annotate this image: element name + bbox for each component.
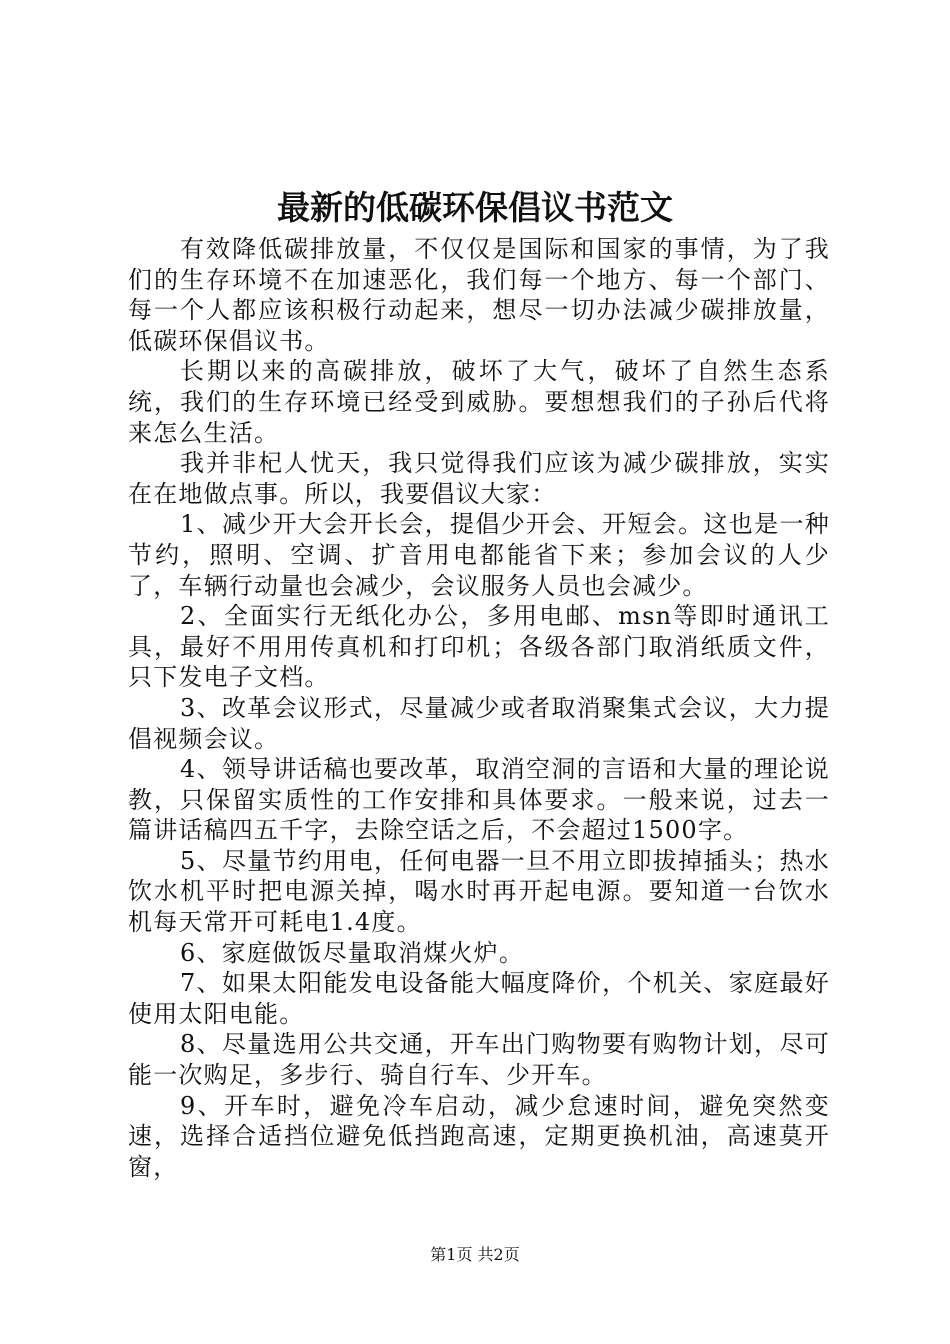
document-title: 最新的低碳环保倡议书范文: [277, 188, 673, 227]
paragraph: 长期以来的高碳排放，破坏了大气，破坏了自然生态系统，我们的生存环境已经受到威胁。要想想我们的子孙后代将来怎么生活。: [128, 357, 830, 447]
page-number: 第1页 共2页: [430, 1245, 520, 1264]
paragraph: 2、全面实行无纸化办公，多用电邮、msn等即时通讯工具，最好不用用传真机和打印机；各级各部门取消纸质文件，只下发电子文档。: [128, 602, 830, 692]
paragraph: 1、减少开大会开长会，提倡少开会、开短会。这也是一种节约，照明、空调、扩音用电都能省下来；参加会议的人少了，车辆行动量也会减少，会议服务人员也会减少。: [128, 510, 830, 600]
paragraph: 8、尽量选用公共交通，开车出门购物要有购物计划，尽可能一次购足，多步行、骑自行车、少开车。: [128, 1030, 830, 1090]
paragraph: 有效降低碳排放量，不仅仅是国际和国家的事情，为了我们的生存环境不在加速恶化，我们每一个地方、每一个部门、每一个人都应该积极行动起来，想尽一切办法减少碳排放量，低碳环保倡议书。: [128, 235, 830, 355]
paragraph: 3、改革会议形式，尽量减少或者取消聚集式会议，大力提倡视频会议。: [128, 693, 830, 753]
paragraph: 5、尽量节约用电，任何电器一旦不用立即拔掉插头；热水饮水机平时把电源关掉，喝水时再开起电源。要知道一台饮水机每天常开可耗电1.4度。: [128, 846, 830, 937]
paragraph: 7、如果太阳能发电设备能大幅度降价，个机关、家庭最好使用太阳电能。: [128, 969, 830, 1028]
document-body: [128, 234, 830, 1182]
paragraph: 6、家庭做饭尽量取消煤火炉。: [180, 938, 525, 967]
paragraph: 9、开车时，避免冷车启动，减少怠速时间，避免突然变速，选择合适挡位避免低挡跑高速，定期更换机油，高速莫开窗，: [128, 1091, 830, 1181]
paragraph: 4、领导讲话稿也要改革，取消空洞的言语和大量的理论说教，只保留实质性的工作安排和具体要求。一般来说，过去一篇讲话稿四五千字，去除空话之后，不会超过1500字。: [128, 755, 830, 845]
paragraph: 我并非杞人忧天，我只觉得我们应该为减少碳排放，实实在在地做点事。所以，我要倡议大家：: [128, 449, 830, 508]
